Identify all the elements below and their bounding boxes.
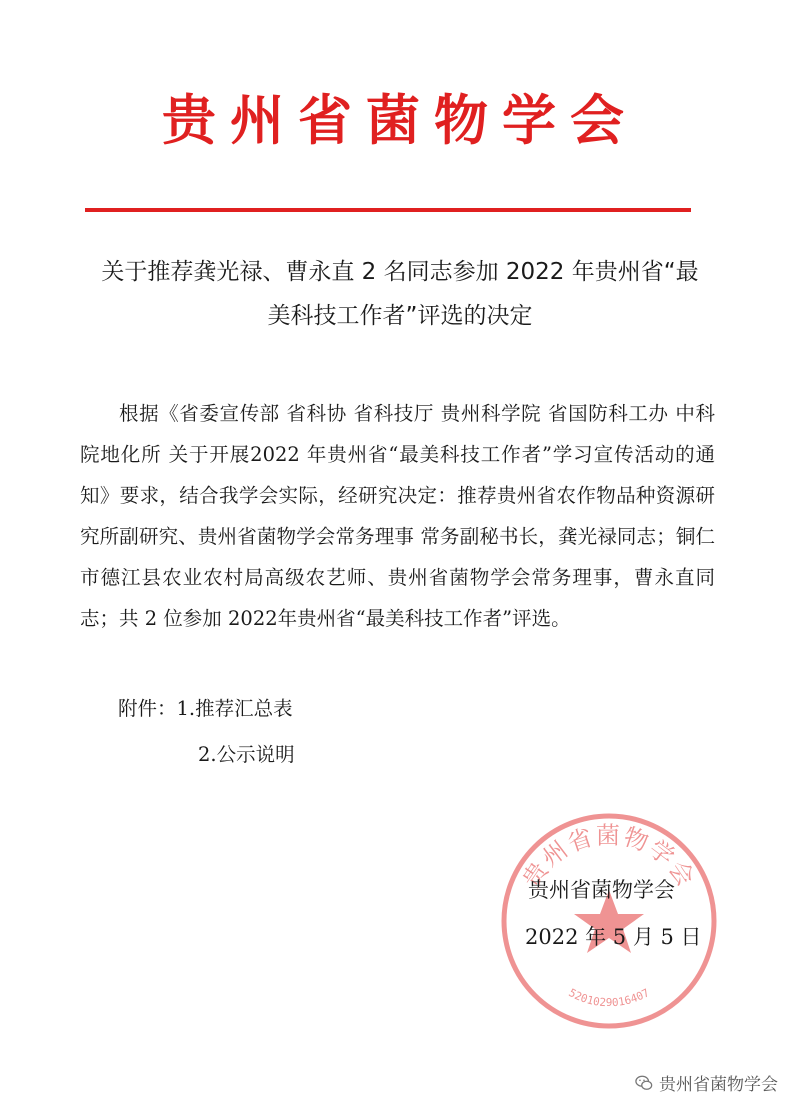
wechat-watermark — [635, 1070, 778, 1095]
seal-name: 贵州省菌物学会 — [517, 821, 701, 893]
watermark-label: 贵州省菌物学会 — [659, 1075, 778, 1095]
attachment-1: 附件：1.推荐汇总表 — [118, 697, 293, 720]
document-title-line-2: 美科技工作者”评选的决定 — [267, 303, 533, 329]
attachment-2: 2.公示说明 — [198, 743, 295, 766]
wechat-icon — [635, 1074, 653, 1092]
document-title-line-1: 关于推荐龚光禄、曹永直 2 名同志参加 2022 年贵州省“最 — [101, 259, 699, 285]
document-body: 根据《省委宣传部 省科协 省科技厅 贵州科学院 省国防科工办 中科院地化所 关于开展2022 年贵州省“最美科技工作者”学习宣传活动的通知》要求，结合我学会实际，经研究决定：推荐贵州省农作物品种资源研究所副研究、贵州省菌物学会常务理事 常务副秘书长，龚光禄同志；铜仁市德江县农业农村局高级农艺师、贵州省菌物学会常务理事，曹永直同志；共 2 位参加 2022年贵州省“最美科技工作者”评选。 — [80, 402, 715, 630]
seal-code: 5201029016407 — [566, 986, 652, 1010]
letterhead-title: 贵州省菌物学会 — [162, 89, 638, 152]
letterhead-rule — [85, 208, 691, 212]
signature-org: 贵州省菌物学会 — [528, 878, 675, 902]
document-title — [80, 250, 720, 338]
signature-date: 2022 年 5 月 5 日 — [525, 925, 702, 949]
